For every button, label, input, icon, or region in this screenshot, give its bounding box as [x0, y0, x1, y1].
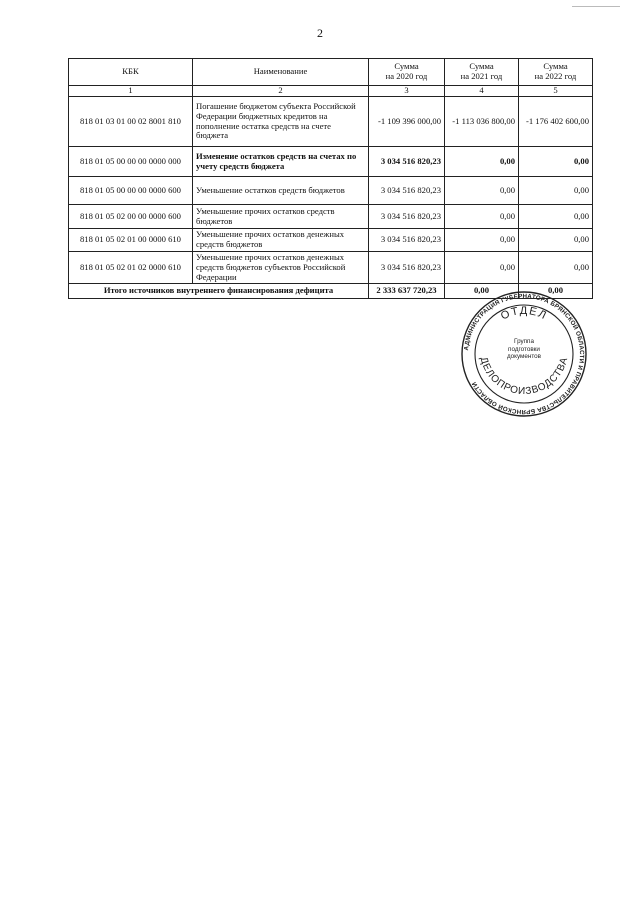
column-number: 2 — [193, 86, 369, 97]
header-sum-2020 — [369, 59, 445, 86]
header-sum-2022-line2: на 2022 год — [534, 71, 577, 81]
table-row — [69, 97, 593, 147]
stamp-center-text — [506, 338, 542, 361]
cell-sum-2021: 0,00 — [445, 205, 519, 229]
office-stamp — [460, 290, 588, 418]
header-name: Наименование — [193, 59, 369, 86]
cell-sum-2020: 3 034 516 820,23 — [369, 147, 445, 177]
header-sum-2022-line1: Сумма — [543, 61, 568, 72]
table-row — [69, 229, 593, 252]
cell-name: Уменьшение прочих остатков денежных средств бюджетов — [193, 229, 369, 252]
stamp-inner-top: ОТДЕЛ — [499, 304, 550, 323]
table-row — [69, 251, 593, 284]
stamp-center-line: подготовки — [508, 345, 540, 353]
cell-kbk: 818 01 05 02 00 00 0000 600 — [69, 205, 193, 229]
cell-sum-2021: 0,00 — [445, 147, 519, 177]
column-number-row — [69, 86, 593, 97]
cell-sum-2022: 0,00 — [519, 205, 593, 229]
cell-kbk: 818 01 05 00 00 00 0000 600 — [69, 177, 193, 205]
column-number: 4 — [445, 86, 519, 97]
cell-name: Уменьшение остатков средств бюджетов — [193, 177, 369, 205]
stamp-outer-text: АДМИНИСТРАЦИЯ ГУБЕРНАТОРА БРЯНСКОЙ ОБЛАСТИ И ПРАВИТЕЛЬСТВА БРЯНСКОЙ ОБЛАСТИ — [463, 292, 586, 416]
cell-sum-2022: 0,00 — [519, 147, 593, 177]
table-row — [69, 147, 593, 177]
stamp-center-line: Группа — [514, 338, 534, 345]
header-sum-2020-line1: Сумма — [394, 61, 419, 72]
stamp-inner-bottom: ДЕЛОПРОИЗВОДСТВА — [477, 355, 571, 398]
header-kbk: КБК — [69, 59, 193, 86]
header-sum-2021 — [445, 59, 519, 86]
cell-kbk: 818 01 05 02 01 02 0000 610 — [69, 251, 193, 284]
cell-sum-2021: 0,00 — [445, 177, 519, 205]
header-sum-2020-line2: на 2020 год — [385, 71, 428, 81]
cell-sum-2020: 3 034 516 820,23 — [369, 229, 445, 252]
cell-name: Изменение остатков средств на счетах по учету средств бюджета — [193, 147, 369, 177]
cell-sum-2022: -1 176 402 600,00 — [519, 97, 593, 147]
cell-kbk: 818 01 03 01 00 02 8001 810 — [69, 97, 193, 147]
cell-sum-2020: 3 034 516 820,23 — [369, 251, 445, 284]
scan-mark — [572, 6, 620, 7]
column-number: 5 — [519, 86, 593, 97]
cell-sum-2021: -1 113 036 800,00 — [445, 97, 519, 147]
cell-sum-2021: 0,00 — [445, 229, 519, 252]
cell-sum-2022: 0,00 — [519, 251, 593, 284]
page-number: 2 — [317, 26, 323, 40]
cell-sum-2022: 0,00 — [519, 177, 593, 205]
total-sum-2022: 0,00 — [519, 284, 593, 299]
svg-text:ОТДЕЛ — [499, 305, 549, 323]
cell-sum-2020: 3 034 516 820,23 — [369, 177, 445, 205]
header-sum-2021-line2: на 2021 год — [460, 71, 503, 81]
table-row — [69, 205, 593, 229]
cell-sum-2020: 3 034 516 820,23 — [369, 205, 445, 229]
cell-name: Уменьшение прочих остатков денежных средств бюджетов субъектов Российской Федерации — [193, 251, 369, 284]
table-header-row — [69, 59, 593, 86]
column-number: 1 — [69, 86, 193, 97]
stamp-center-line: документов — [506, 353, 542, 361]
column-number: 3 — [369, 86, 445, 97]
cell-name: Погашение бюджетом субъекта Российской Федерации бюджетных кредитов на пополнение остатка средств на счете бюджета — [193, 97, 369, 147]
cell-sum-2021: 0,00 — [445, 251, 519, 284]
header-sum-2022 — [519, 59, 593, 86]
cell-sum-2022: 0,00 — [519, 229, 593, 252]
cell-sum-2020: -1 109 396 000,00 — [369, 97, 445, 147]
header-sum-2021-line1: Сумма — [469, 61, 494, 72]
budget-sources-table — [68, 58, 593, 299]
total-sum-2020: 2 333 637 720,23 — [369, 284, 445, 299]
cell-name: Уменьшение прочих остатков средств бюджетов — [193, 205, 369, 229]
total-sum-2021: 0,00 — [445, 284, 519, 299]
cell-kbk: 818 01 05 00 00 00 0000 000 — [69, 147, 193, 177]
cell-kbk: 818 01 05 02 01 00 0000 610 — [69, 229, 193, 252]
total-label: Итого источников внутреннего финансирования дефицита — [69, 284, 369, 299]
table-row — [69, 177, 593, 205]
